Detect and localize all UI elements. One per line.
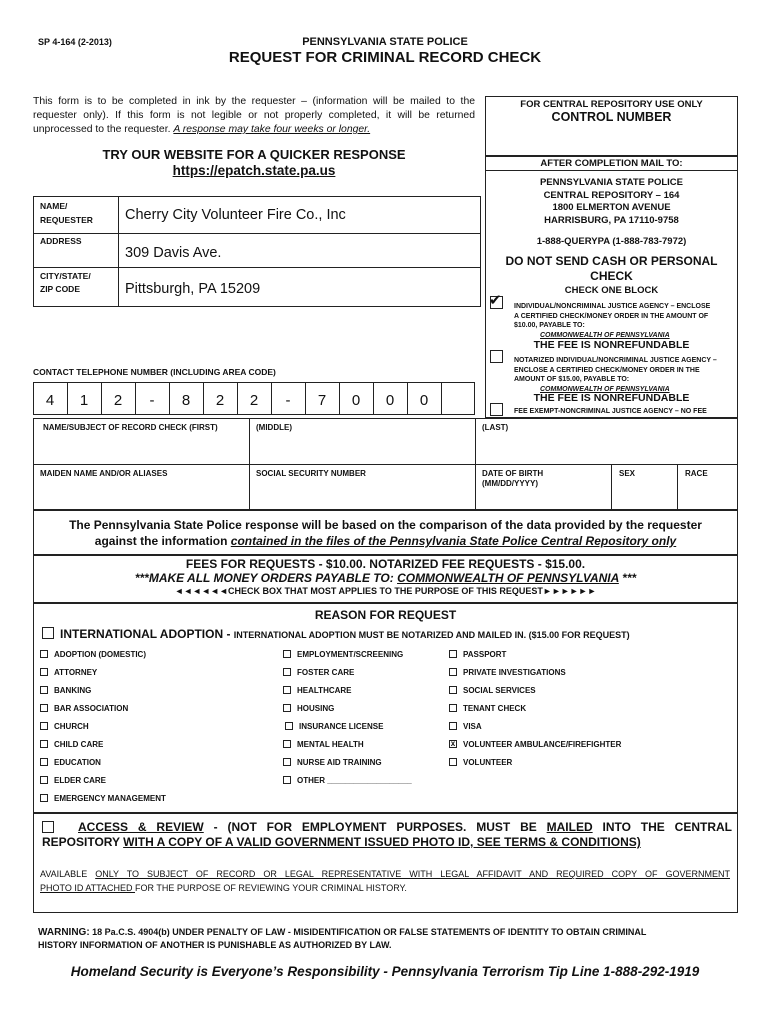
website-heading: TRY OUR WEBSITE FOR A QUICKER RESPONSE [102, 147, 406, 162]
reason-attorney[interactable]: ATTORNEY [40, 668, 97, 677]
race-field[interactable]: RACE [685, 469, 708, 478]
reason-education[interactable]: EDUCATION [40, 758, 101, 767]
requester-name-field[interactable]: Cherry City Volunteer Fire Co., Inc [125, 207, 346, 223]
sex-field[interactable]: SEX [619, 469, 636, 478]
mailing-address: PENNSYLVANIA STATE POLICE CENTRAL REPOSITORY – 164 1800 ELMERTON AVENUE HARRISBURG, PA 17110-9758 [539, 177, 684, 226]
central-use-only: FOR CENTRAL REPOSITORY USE ONLY [520, 99, 703, 110]
access-review-checkbox[interactable] [42, 821, 54, 833]
reason-volunteer-ambulance-firefighter[interactable]: x VOLUNTEER AMBULANCE/FIREFIGHTER [450, 738, 622, 749]
reason-volunteer[interactable]: VOLUNTEER [449, 758, 512, 767]
subject-last-name-field[interactable]: (LAST) [482, 423, 509, 432]
reason-employment-screening[interactable]: EMPLOYMENT/SCREENING [283, 650, 403, 659]
dob-field[interactable]: DATE OF BIRTH (MM/DD/YYYY) [482, 469, 544, 488]
reason-insurance-license[interactable]: INSURANCE LICENSE [285, 722, 383, 731]
query-phone: 1-888-QUERYPA (1-888-783-7972) [536, 236, 687, 247]
check-one-label: CHECK ONE BLOCK [564, 285, 659, 296]
phone-digit: - [285, 392, 291, 409]
fee-option-notarized-checkbox[interactable] [490, 350, 503, 363]
fee-nonrefundable-2: THE FEE IS NONREFUNDABLE [533, 392, 690, 404]
agency-name: PENNSYLVANIA STATE POLICE [302, 36, 468, 48]
maiden-name-field[interactable]: MAIDEN NAME AND/OR ALIASES [40, 469, 168, 478]
reason-other[interactable]: OTHER ___________________ [283, 776, 412, 785]
fee-nonrefundable-1: THE FEE IS NONREFUNDABLE [533, 339, 690, 351]
phone-digit: 2 [215, 392, 225, 409]
address-field[interactable]: 309 Davis Ave. [125, 245, 222, 261]
intro-text: This form is to be completed in ink by the requester – (information will be mailed to the requester only). If this form is not legible or not properly completed, it will be returned unprocessed to the requester. A response may take four weeks or longer. [33, 96, 475, 135]
access-availability-note: AVAILABLE ONLY TO SUBJECT OF RECORD OR LEGAL REPRESENTATIVE WITH LEGAL AFFIDAVIT AND REQUIRED COPY OF GOVERNMENT PHOTO ID ATTACHED FOR THE PURPOSE OF REVIEWING YOUR CRIMINAL HISTORY. [40, 869, 730, 893]
page-title: REQUEST FOR CRIMINAL RECORD CHECK [228, 49, 542, 66]
phone-digit: 2 [113, 392, 123, 409]
reason-heading: REASON FOR REQUEST [314, 608, 457, 622]
reason-adoption-domestic[interactable]: ADOPTION (DOMESTIC) [40, 650, 146, 659]
warning-notice: WARNING: 18 Pa.C.S. 4904(b) UNDER PENALTY OF LAW - MISIDENTIFICATION OR FALSE STATEMENTS OF IDENTITY TO OBTAIN CRIMINAL HISTORY INFORMATION OF ANOTHER IS PUNISHABLE AS AUTHORIZED BY LAW. [38, 927, 647, 950]
subject-middle-name-field[interactable]: (MIDDLE) [256, 423, 292, 432]
reason-bar-association[interactable]: BAR ASSOCIATION [40, 704, 128, 713]
name-label: NAME/ REQUESTER [40, 201, 93, 225]
checked-x-icon: x [450, 738, 456, 748]
phone-digit: 1 [79, 392, 89, 409]
after-completion-label: AFTER COMPLETION MAIL TO: [540, 158, 683, 169]
control-number-label: CONTROL NUMBER [551, 110, 672, 124]
response-note: A response may take four weeks or longer. [173, 124, 371, 135]
no-cash-notice: DO NOT SEND CASH OR PERSONAL CHECK [505, 254, 718, 283]
reason-elder-care[interactable]: ELDER CARE [40, 776, 106, 785]
reason-private-investigations[interactable]: PRIVATE INVESTIGATIONS [449, 668, 566, 677]
fee-option-notarized-text: NOTARIZED INDIVIDUAL/NONCRIMINAL JUSTICE AGENCY – ENCLOSE A CERTIFIED CHECK/MONEY ORDER IN THE AMOUNT OF $15.00, PAYABLE TO: COMMONWEALTH OF PENNSYLVANIA [514, 357, 717, 393]
phone-digit: 7 [317, 392, 327, 409]
reason-tenant-check[interactable]: TENANT CHECK [449, 704, 526, 713]
phone-digit: 0 [351, 392, 361, 409]
fees-line-3: ◄◄◄◄◄◄CHECK BOX THAT MOST APPLIES TO THE PURPOSE OF THIS REQUEST►►►►►► [174, 586, 597, 596]
fee-option-exempt-checkbox[interactable] [490, 403, 503, 416]
city-state-zip-field[interactable]: Pittsburgh, PA 15209 [125, 281, 261, 297]
reason-passport[interactable]: PASSPORT [449, 650, 506, 659]
reason-visa[interactable]: VISA [449, 722, 482, 731]
website-url[interactable]: https://epatch.state.pa.us [172, 163, 336, 178]
phone-digit: 4 [45, 392, 55, 409]
international-adoption-checkbox[interactable] [42, 627, 54, 639]
fees-line-1: FEES FOR REQUESTS - $10.00. NOTARIZED FEE REQUESTS - $15.00. [185, 557, 586, 571]
checkmark-icon: ✔ [489, 291, 502, 309]
phone-digit: - [149, 392, 155, 409]
reason-foster-care[interactable]: FOSTER CARE [283, 668, 354, 677]
reason-nurse-aid-training[interactable]: NURSE AID TRAINING [283, 758, 382, 767]
fee-option-individual-text: INDIVIDUAL/NONCRIMINAL JUSTICE AGENCY – ENCLOSE A CERTIFIED CHECK/MONEY ORDER IN THE AMOUNT OF $10.00, PAYABLE TO: COMMONWEALTH OF PENNSYLVANIA [514, 303, 711, 339]
reason-mental-health[interactable]: MENTAL HEALTH [283, 740, 364, 749]
comparison-notice: The Pennsylvania State Police response will be based on the comparison of the data provided by the requester against the information contained in the files of the Pennsylvania State Police Central Repository only [69, 518, 702, 548]
international-adoption-option[interactable]: INTERNATIONAL ADOPTION - INTERNATIONAL ADOPTION MUST BE NOTARIZED AND MAILED IN. ($15.00 FOR REQUEST) [42, 625, 630, 643]
ssn-field[interactable]: SOCIAL SECURITY NUMBER [256, 469, 366, 478]
phone-label: CONTACT TELEPHONE NUMBER (INCLUDING AREA CODE) [33, 367, 276, 377]
phone-digit: 0 [385, 392, 395, 409]
address-label: ADDRESS [40, 236, 82, 246]
footer-tip-line: Homeland Security is Everyone’s Responsibility - Pennsylvania Terrorism Tip Line 1-888-292-1919 [70, 964, 700, 979]
reason-housing[interactable]: HOUSING [283, 704, 334, 713]
reason-church[interactable]: CHURCH [40, 722, 89, 731]
fee-option-exempt-text: FEE EXEMPT-NONCRIMINAL JUSTICE AGENCY – NO FEE [514, 408, 707, 415]
phone-digit: 2 [249, 392, 259, 409]
access-review-option[interactable]: ACCESS & REVIEW - (NOT FOR EMPLOYMENT PURPOSES. MUST BE MAILED INTO THE CENTRAL REPOSITORY WITH A COPY OF A VALID GOVERNMENT ISSUED PHOTO ID, SEE TERMS & CONDITIONS) [42, 820, 732, 849]
form-number: SP 4-164 (2-2013) [38, 37, 112, 47]
fees-line-2: ***MAKE ALL MONEY ORDERS PAYABLE TO: COMMONWEALTH OF PENNSYLVANIA *** [134, 571, 637, 585]
reason-child-care[interactable]: CHILD CARE [40, 740, 103, 749]
city-state-zip-label: CITY/STATE/ ZIP CODE [40, 271, 91, 294]
reason-social-services[interactable]: SOCIAL SERVICES [449, 686, 536, 695]
reason-emergency-management[interactable]: EMERGENCY MANAGEMENT [40, 794, 166, 803]
subject-first-name-field[interactable]: NAME/SUBJECT OF RECORD CHECK (FIRST) [43, 423, 218, 432]
phone-digit: 0 [419, 392, 429, 409]
phone-digit: 8 [181, 392, 191, 409]
reason-healthcare[interactable]: HEALTHCARE [283, 686, 352, 695]
reason-banking[interactable]: BANKING [40, 686, 91, 695]
